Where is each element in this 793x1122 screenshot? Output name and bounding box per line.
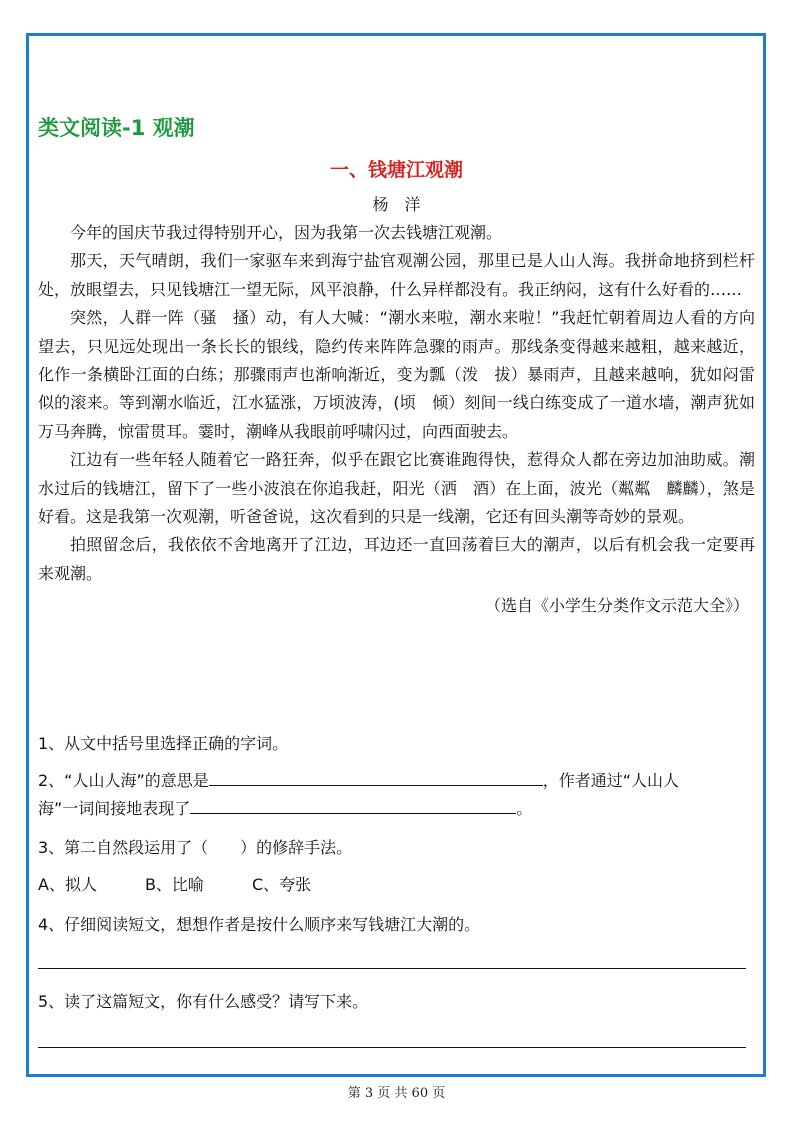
question-2 <box>38 767 755 823</box>
question-2-text-b: ，作者通过“人山人 <box>542 771 680 790</box>
paragraph: 那天，天气晴朗，我们一家驱车来到海宁盐官观潮公园，那里已是人山人海。我拼命地挤到栏杆处，放眼望去，只见钱塘江一望无际，风平浪静，什么异样都没有。我正纳闷，这有什么好看的…… <box>38 251 755 299</box>
question-2-text-d: 。 <box>516 799 533 818</box>
answer-blank[interactable] <box>209 767 543 786</box>
section-title: 类文阅读-1 观潮 <box>38 116 195 140</box>
author: 杨 洋 <box>372 195 421 214</box>
option-c[interactable]: C、夸张 <box>251 875 312 894</box>
paragraph: 拍照留念后，我依依不舍地离开了江边，耳边还一直回荡着巨大的潮声，以后有机会我一定要再来观潮。 <box>38 535 755 583</box>
paragraph: 今年的国庆节我过得特别开心，因为我第一次去钱塘江观潮。 <box>70 223 503 242</box>
question-3: 3、第二自然段运用了（ ）的修辞手法。 <box>38 838 353 857</box>
question-5: 5、读了这篇短文，你有什么感受？请写下来。 <box>38 992 369 1011</box>
option-b[interactable]: B、比喻 <box>144 875 204 894</box>
question-1: 1、从文中括号里选择正确的字词。 <box>38 734 289 753</box>
option-a[interactable]: A、拟人 <box>38 875 97 894</box>
article-body <box>38 219 755 621</box>
paragraph: 江边有一些年轻人随着它一路狂奔，似乎在跟它比赛谁跑得快，惹得众人都在旁边加油助威。潮水过后的钱塘江，留下了一些小波浪在你追我赶，阳光（洒 酒）在上面，波光（粼粼 麟麟），煞是好看。这是我第一次观潮，听爸爸说，这次看到的只是一线潮，它还有回头潮等奇妙的景观。 <box>38 450 755 527</box>
answer-blank[interactable] <box>190 795 516 814</box>
question-3-options <box>38 871 755 899</box>
page-footer: 第 3 页 共 60 页 <box>347 1086 446 1101</box>
question-2-text-c: 海”一词间接地表现了 <box>38 799 191 818</box>
answer-line[interactable] <box>38 1047 746 1048</box>
answer-line[interactable] <box>38 968 746 969</box>
question-2-text-a: 2、“人山人海”的意思是 <box>38 771 209 790</box>
article-title: 一、钱塘江观潮 <box>329 159 463 181</box>
source-citation: （选自《小学生分类作文示范大全》） <box>484 596 749 616</box>
paragraph: 突然，人群一阵（骚 搔）动，有人大喊：“潮水来啦，潮水来啦！”我赶忙朝着周边人看的方向望去，只见远处现出一条长长的银线，隐约传来阵阵急骤的雨声。那线条变得越来越粗，越来越近，化作一条横卧江面的白练；那骤雨声也渐响渐近，变为瓢（泼 拔）暴雨声，且越来越响，犹如闷雷似的滚来。等到潮水临近，江水猛涨，万顷波涛，(顷 倾）刻间一线白练变成了一道水墙，潮声犹如万马奔腾，惊雷贯耳。霎时，潮峰从我眼前呼啸闪过，向西面驶去。 <box>38 308 755 441</box>
question-4: 4、仔细阅读短文，想想作者是按什么顺序来写钱塘江大潮的。 <box>38 915 481 934</box>
